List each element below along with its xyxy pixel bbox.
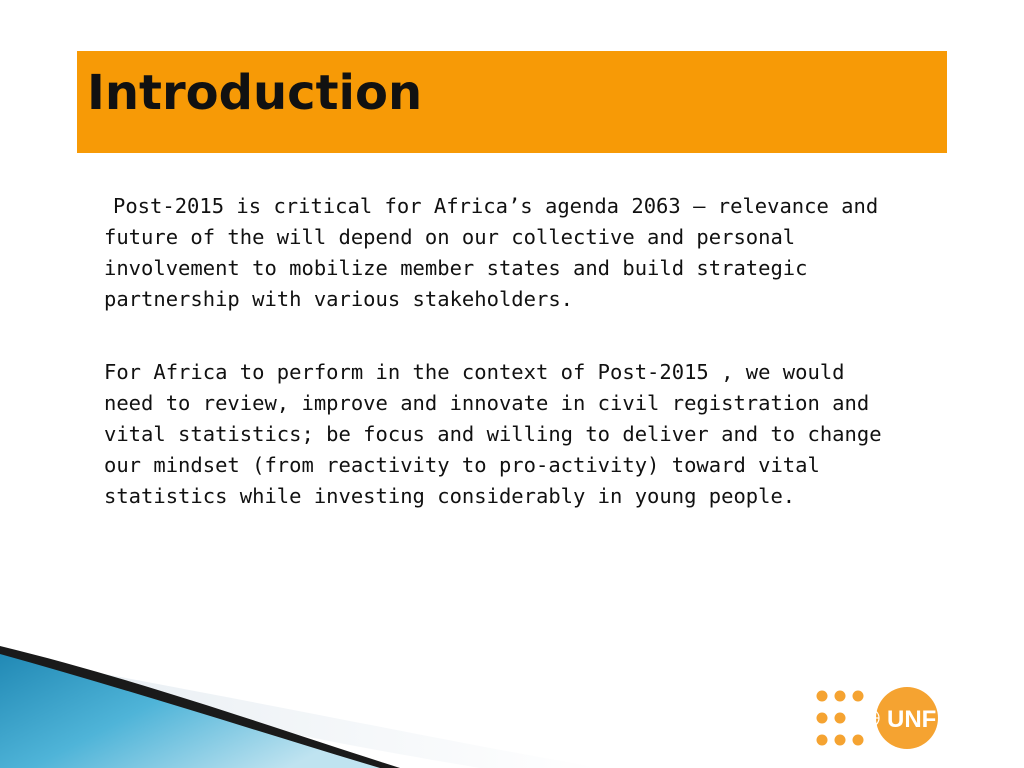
- paragraph-2: For Africa to perform in the context of Post-2015 , we would need to review, improve and innovate in civil registration and vital statistics; be focus and willing to deliver and to change our mindset (from reactivity to pro-activity) toward vital statistics while investing considerably in young people.: [104, 360, 882, 508]
- slide-body: [104, 191, 904, 512]
- logo-text: UNFPA: [887, 706, 968, 733]
- un-emblem-icon: [861, 709, 879, 727]
- decorative-swoosh: [0, 640, 600, 768]
- logo-dots: [817, 691, 864, 746]
- unfpa-logo: [812, 686, 968, 750]
- paragraph-1: Post-2015 is critical for Africa’s agenda 2063 – relevance and future of the will depend on our collective and personal involvement to mobilize member states and build strategic partnership with various stakeholders.: [104, 194, 879, 311]
- title-bar: [77, 51, 947, 153]
- slide-title: Introduction: [87, 65, 423, 121]
